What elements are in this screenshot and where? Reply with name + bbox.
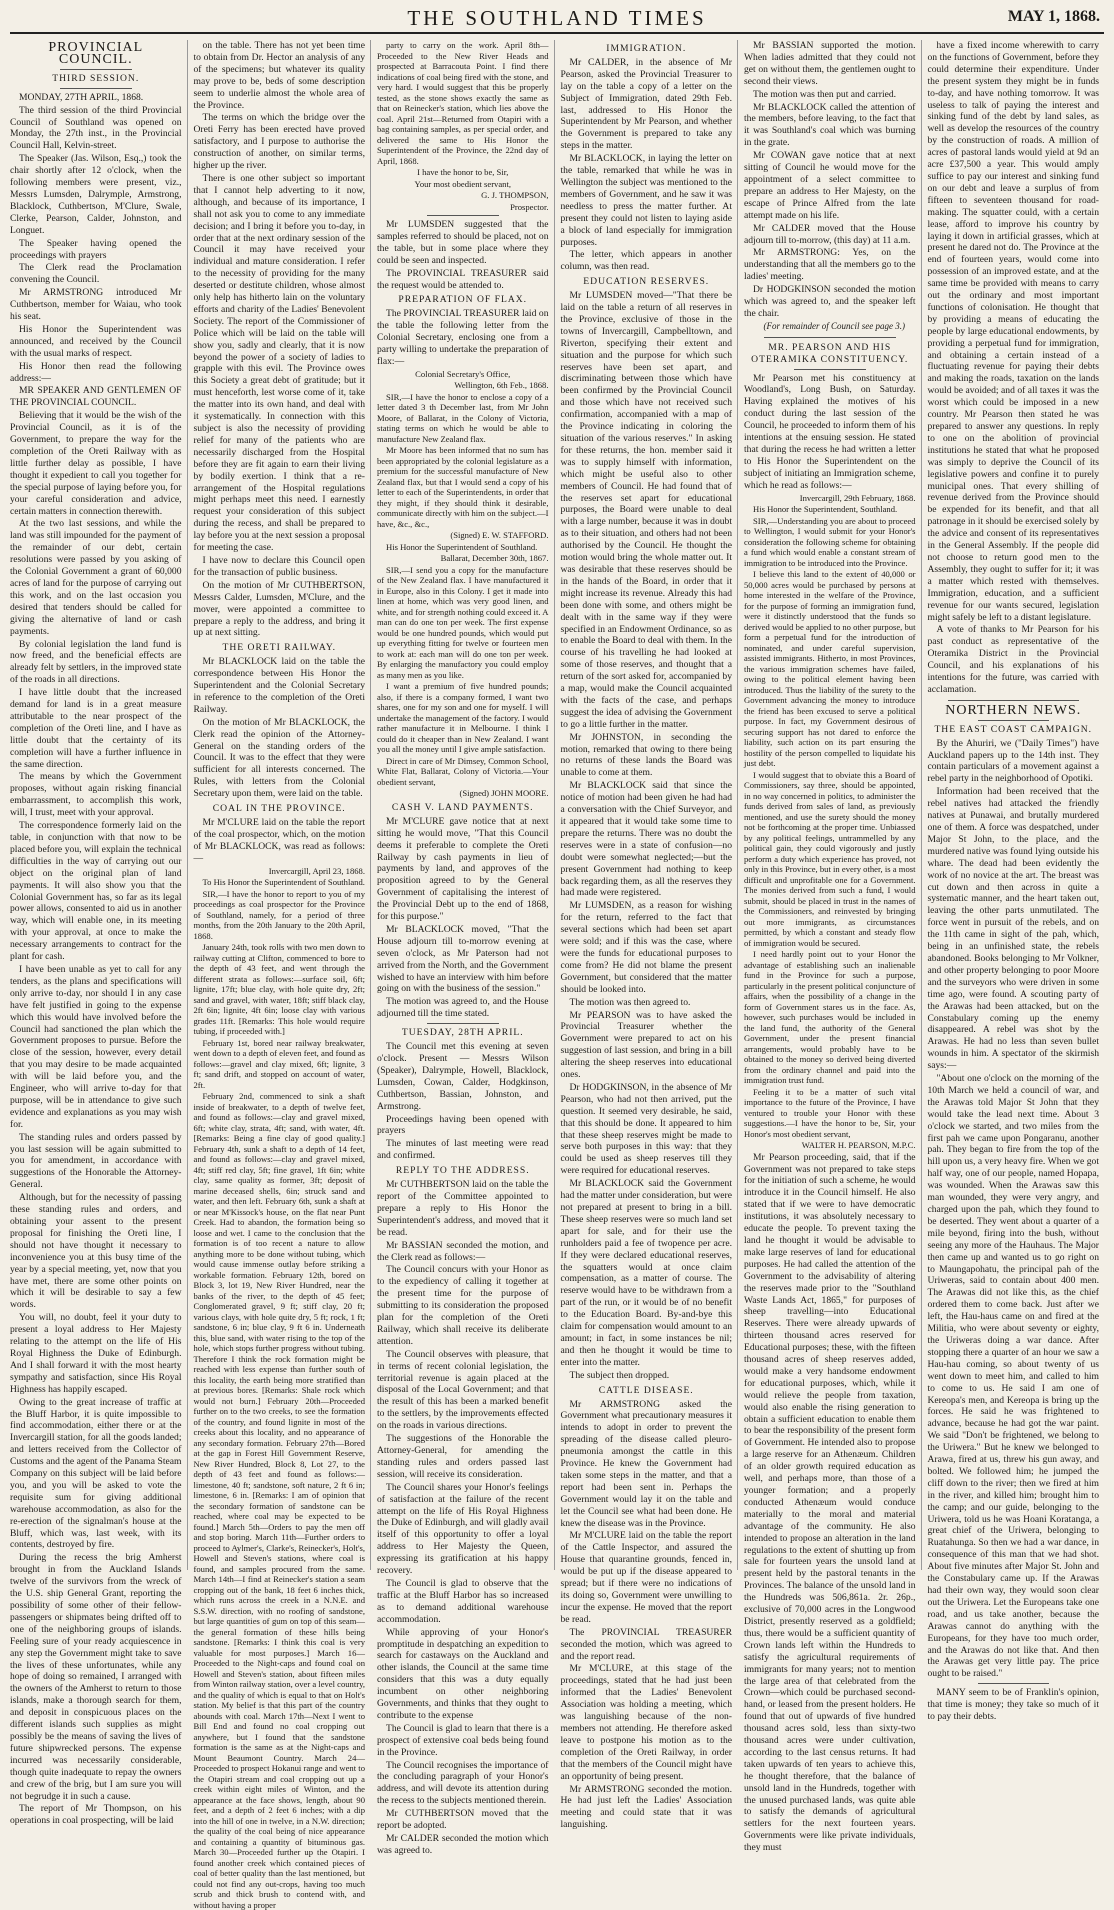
paragraph: Mr CUTHBERTSON moved that the report be adopted. <box>377 1808 549 1832</box>
paragraph: You will, no doubt, feel it your duty to present a loyal address to Her Majesty relating to the attempt on the life of His Royal Highness the Duke of Edinburgh. And I shall forward it with the most hearty sympathy and satisfaction, since His Royal Highness has happily escaped. <box>10 1312 182 1395</box>
paragraph: The motion was then put and carried. <box>753 88 897 100</box>
letter-signature: (Signed) JOHN MOORE. <box>459 788 549 799</box>
letter-closing: Your most obedient servant, <box>414 178 511 189</box>
divider <box>60 88 132 89</box>
divider <box>948 700 1080 701</box>
section-subheading: CATTLE DISEASE. <box>598 1384 694 1396</box>
paragraph: Mr BLACKLOCK laid on the table the correspondence between His Honor the Superintendent and the Colonial Secretary in reference to the completion of the Oreti Railway. <box>193 656 365 715</box>
letter-signature: WALTER H. PEARSON, M.P.C. <box>801 1140 916 1151</box>
paragraph: MANY seem to be of Franklin's opinion, that time is money; they take so much of it to pay their debts. <box>927 1687 1099 1723</box>
paragraph: Proceedings having been opened with prayers <box>377 1113 549 1137</box>
paragraph: At the two last sessions, and while the land was still impounded for the payment of the remainder of our debt, certain resolutions were passed by you asking of the Colonial Government a grant of 60,000 acres of land for the purpose of carrying out this work, and on the last occasion you desired that tenders should be called for giving the alternative of land or cash payments. <box>10 518 182 637</box>
paragraph: The correspondence formerly laid on the table, in conjunction with that now to be placed before you, will explain the technical difficulties in the way of carrying out our object on the original plan of land payments. It will also show you that the Colonial Government has, so far as its legal power allows, consented to aid us in another way, which will enable one, in its meeting with your approval, at once to make the necessary arrangements to contract for the plant for cash. <box>10 820 182 963</box>
column-4 <box>560 40 739 1831</box>
paragraph: MONDAY, 27TH APRIL, 1868. <box>19 91 144 103</box>
paragraph: Mr COWAN gave notice that at next sitting of Council he would move for the appointment of a select committee to prepare an address to Her Majesty, on the escape of Prince Alfred from the late attempt made on his life. <box>744 150 916 221</box>
column-2 <box>193 40 372 1910</box>
letter-closing: I have the honor to be, Sir, <box>417 167 509 177</box>
paragraph: Mr M'CLURE, at this stage of the proceedings, stated that he had just been informed that the Ladies' Benevolent Association was holding a meeting, which was languishing because of the non-members not attending. He therefore asked leave to postpone his motion as to the completion of the Oreti Railway, in order that the members of the Council might have an opportunity of being present. <box>560 1663 732 1782</box>
column-3 <box>377 40 555 1856</box>
paragraph: The Speaker having opened the proceedings with prayers <box>10 237 182 261</box>
letter-paragraph: February 2nd, commenced to sink a shaft inside of breakwater, to a depth of twelve feet, and found as follows:—clay and gravel mixed, 6ft; white clay, strata, 4ft; sand, with water, 4ft. [Remarks: Being a fine clay of good quality.] February 4th, sunk a shaft to a depth of 14 feet, and found as follows:—clay and gravel mixed, 4ft; stiff red clay, 5ft; fine gravel, 1ft 6in; white clay, same quality as former, 3ft; deposit of marine deceased shells, 6in; struck sand and water, and then left. February 6th, sunk a shaft at or near M'Kissock's house, on the flat near Punt Creek. Had to abandon, the formation being so loose and wet. I came to the conclusion that the formation is of too recent a nature to allow anything more to be done without tubing, which would cause immense outlay before striking a workable formation. February 12th, bored on Block 3, lot 19, New River Hundred, near the banks of the river, to the depth of 45 feet; Conglomerated gravel, 9 ft; stiff clay, 20 ft; various clays, with hole quite dry, 5 ft; rock, 1 ft; sandstone, 6 in; blue clay, 9 ft 6 in. Underneath this, blue sand, with water rising to the top of the hole, which stops further progress without tubing. Therefore I think the rock formation might be reached with less expense than further south of this locality, the earth being more stratified than at previous bores. [Remarks: Shale rock which would not burn.] February 20th—Proceeded further on to the two creeks, to see the formation of the country, and found lignite in most of the creeks about this locality, and no appearance of any secondary formation. February 27th—Bored at the gap in Forest Hill Government Reserve, New River Hundred, Block 8, Lot 27, to the depth of 43 feet and found as follows:—limestone, 40 ft; sandstone, soft nature, 2 ft 6 in; limestone, 6 in. [Remarks: I am of opinion that the secondary formation of sandstone can be reached, where coal may be expected to be found.] March 5th—Orders to pay the men off and stop boring. March 11th—Further orders to proceed to Aylmer's, Clarke's, Reinecker's, Holt's, Howell and Steven's stations, where coal is found, and samples procured from the same. March 14th—I find at Reinecker's station a seam cropping out of the bank, 18 feet 6 inches thick, which runs across the creek in a N.N.E. and S.S.W. direction, with no roofing of sandstone, but large quantities of gum on top of this seam—the general formation of these hills being sandstone. [Remarks: I think this coal is very valuable for most purposes.] March 16—Proceeded to the Night-caps and found coal on Howell and Steven's station, about fifteen miles from Winton railway station, over a level country, and the quality of which is equal to that on Holt's station. My belief is that this part of the country abounds with coal. March 17th—Next I went to Bill End and found no coal cropping out anywhere, but I found that the sandstone formation is the same as at the Night-caps and Mount Beaumont Country. March 24—Proceeded to prospect Hokanui range and went to the Otapiri stream and coal cropping out up a creek within eight miles of Winton, and the appearance at the face shows, length, about 90 feet, and a depth of 2 feet 6 inches; with a dip into the hill of one in twelve, in a N.W. direction; the quality of the coal being of nice appearance and containing a quantity of bituminous gas. March 30—Proceeded further up the Otapiri. I found another creek which contained pieces of coal of better quality than the last mentioned, but could not find any out-crops, having too much scrub and thick brush to contend with, and without having a proper <box>193 1091 365 1910</box>
section-subheading: THE ORETI RAILWAY. <box>222 642 336 654</box>
letter-paragraph: February 1st, bored near railway breakwater, went down to a depth of eleven feet, and found as follows:—gravel and clay mixed, 6ft; lignite, 3 ft; sand drift, and stopped on account of water, 2ft. <box>193 1037 365 1090</box>
paragraph: "About one o'clock on the morning of the 10th March we held a council of war, and the Arawas told Major St John that they would take the lead next time. About 3 o'clock we started, and two miles from the first pah we came upon Pongaranu, another pah. They began to fire from the top of the hill upon us, a very heavy fire. When we got half way, one of our people, named Hopapa, was wounded. When the Arawas saw this man wounded, they were very angry, and charged upon the pah, which they found to be deserted. They went about a quarter of a mile beyond, firing into the bush, without seeing any more of the Hauhaus. The Major then came up and wanted us to go right on to Maungapohatu, the principal pah of the Uriweras, said to contain about 400 men. The Arawas did not like this, as the chief ordered them to come back. Just after we left, the Hau-haus came on and fired at the Militia, who were about seventy or eighty, the Uriweras doing a war dance. After stopping there a quarter of an hour we saw a Hau-hau coming, so about twenty of us went down to meet him, and called to him to come to us. He said I am one of Kereopa's men, and Kereopa is bring up the forces. He said he was frightened to advance, because he had got the war paint. We said "Don't be frightened, we belong to the Uriwera." But he knew we belonged to Arawa, fired at us, threw his gun away, and bolted. We followed him; he jumped the cliff down to the river; then we fired at him in the river, and killed him; brought him to the camp; and our guide, belonging to the Uriwera, told us he was Hoani Koratanga, a great chief of the Uriwera, belonging to Ruatahunga. So then we had a war dance, in consequence of this man that we had shot. About five minutes after Major St. John and the Constabulary came up. If the Arawas had their own way, they would soon clear out the Uriwera. Let the Europeans take one road, and us take another, because the Arawas cannot do anything with the Europeans, for they have too much order, and the Arawas do not like that. And then the Arawas get very little pay. The price ought to be raised." <box>927 1073 1099 1680</box>
letter-paragraph: party to carry on the work. April 8th—Proceeded to the New River Heads and prospected at Barracouta Point. I find there indications of coal being fired with the stone, and very hard. I would suggest that this be properly tested, as the stone shows exactly the same as that on Reinecker's station, which lies above the coal. April 21st—Returned from Otapiri with a bag containing samples, as per special order, and delivered the same to His Honor the Superintendent of the Province, the 22nd day of April, 1868. <box>377 40 549 166</box>
section-subheading: REPLY TO THE ADDRESS. <box>395 1165 530 1177</box>
paragraph: Mr PEARSON was to have asked the Provincial Treasurer whether the Government were prepared to act on his suggestion of last session, and bring in a bill altering the sheep reserves into educational ones. <box>560 1009 732 1081</box>
paragraph: While approving of your Honor's promptitude in despatching an expedition to search for castaways on the Auckland and other islands, the Council at the same time considers that this was a duty equally incumbent on other neighboring Governments, and thinks that they ought to contribute to the expense <box>377 1626 549 1721</box>
paragraph: Information had been received that the rebel natives had attacked the friendly natives at Punawai, and brutally murdered one of them. A force was despatched, under Major St John, to the place, and the murdered native was found lying outside his whare. The dead had been evidently the work of no novice at the art. The breast was cut down and then across in quite a systematic manner, and the heart taken out, leaving the other parts unmutilated. The force went in pursuit of the rebels, and on the 11th came in sight of the pah, which, being in an unfinished state, the rebels abandoned. Books belonging to Mr Volkner, and other property belonging to poor Moore and the surveyors who were driven in some time ago, were found. A scouting party of the Arawas had been attacked, but on the Constabulary coming up the enemy disappeared. A rebel was shot by the Arawas. He had no less than seven bullet wounds in him. A spectator of the skirmish says:— <box>927 786 1099 1072</box>
paragraph: on the table. There has not yet been time to obtain from Dr. Hector an analysis of any of the specimens; but whatever its quality may prove to be, beds of some description seem to underlie almost the whole area of the Province. <box>193 40 365 111</box>
paragraph: Mr BASSIAN seconded the motion, and the Clerk read as follows:— <box>377 1239 549 1263</box>
section-subheading: THE EAST COAST CAMPAIGN. <box>934 723 1093 735</box>
section-subheading: COAL IN THE PROVINCE. <box>212 803 346 815</box>
newspaper-title: THE SOUTHLAND TIMES <box>407 6 707 30</box>
paragraph: The Speaker (Jas. Wilson, Esq.,) took the chair shortly after 12 o'clock, when the following members were present, viz., Messrs Lumsden, Dalrymple, Armstrong, Blacklock, Cuthbertson, M'Clure, Swale, Clerke, Pearson, Calder, Johnston, and Longuet. <box>10 153 182 236</box>
paragraph: The motion was agreed to, and the House adjourned till the time stated. <box>377 996 549 1020</box>
letter-signature: G. J. THOMPSON, <box>481 190 549 200</box>
paragraph: The minutes of last meeting were read and confirmed. <box>377 1138 549 1162</box>
letter-paragraph: Mr Moore has been informed that no sum has been appropriated by the colonial legislature as a premium for the successful manufacture of New Zealand flax, but that I would send a copy of his letter to each of the Superintendents, in order that they might, if they should think it desirable, communicate directly with him on the subject.—I have, &c., &c., <box>377 445 549 529</box>
paragraph: The Clerk read the Proclamation convening the Council. <box>10 262 182 286</box>
paragraph: Dr HODGKINSON, in the absence of Mr Pearson, who had not then arrived, put the question. It seemed very desirable, he said, that this should be done. It appeared to him that these sheep reserves might be made to serve both purposes in this way: that they could be used as sheep reserves till they were required for educational reserves. <box>560 1081 732 1177</box>
paragraph: Mr BLACKLOCK, in laying the letter on the table, remarked that while he was in Wellington the subject was mentioned to the members of Government, and he saw it was needless to press the matter further. At present they could not listen to laying aside a block of land especially for immigration purposes. <box>560 153 732 248</box>
letter-dateline: Colonial Secretary's Office, <box>415 368 511 379</box>
paragraph: Mr CALDER moved that the House adjourn till to-morrow, (this day) at 11 a.m. <box>744 222 916 246</box>
letter-paragraph: Feeling it to be a matter of such vital importance to the future of the Province, I have ventured to trouble your Honor with these suggestions.—I have the honor to be, Sir, your Honor's most obedient servant, <box>744 1086 916 1139</box>
column-5 <box>744 40 922 1854</box>
paragraph: Mr CUTHBERTSON laid on the table the report of the Committee appointed to prepare a reply to His Honor the Superintendent's address, and moved that it be read. <box>377 1179 549 1238</box>
paragraph: Mr CALDER seconded the motion which was agreed to. <box>377 1833 549 1856</box>
section-heading: PROVINCIAL COUNCIL. <box>48 40 144 67</box>
paragraph: The Council is glad to learn that there is a prospect of extensive coal beds being found in the Province. <box>377 1722 549 1758</box>
paragraph: Mr LUMSDEN suggested that the samples referred to should be placed, not on the table, but in some place where they could be seen and inspected. <box>377 219 549 266</box>
paragraph: Mr CALDER, in the absence of Mr Pearson, asked the Provincial Treasurer to lay on the table a copy of a letter on the Subject of Immigration, dated 29th Feb. last, addressed to His Honor the Superintendent by Mr Pearson, and whether the Government is prepared to take any steps in the matter. <box>560 56 732 152</box>
paragraph: Mr M'CLURE laid on the table the report of the Cattle Inspector, and assured the House that quarantine grounds, fenced in, would be put up if the disease appeared to spread; but if there were no indications of its doing so, Government were unwilling to incur the expense. He moved that the report be read. <box>560 1530 732 1625</box>
section-heading: NORTHERN NEWS. <box>945 702 1082 718</box>
paragraph: The Council shares your Honor's feelings of satisfaction at the failure of the recent attempt on the life of His Royal Highness the Duke of Edinburgh, and will gladly avail itself of this opportunity to offer a loyal address to Her Majesty the Queen, expressing its gratification at his happy recovery. <box>377 1481 549 1577</box>
paragraph: The Council observes with pleasure, that in terms of recent colonial legislation, the territorial revenue is again placed at the disposal of the Local Government; and that the result of this has been a marked benefit to the settlers, by the improvements effected on the roads in various directions. <box>377 1348 549 1432</box>
paragraph: Mr BLACKLOCK said the Government had the matter under consideration, but were not prepared at present to bring in a bill. These sheep reserves were so much land set apart for sale, and for their use the runholders paid a fee of twopence per acre. If they were declared educational reserves, the squatters would at once claim compensation, as a matter of course. The reserve would have to be withdrawn from a part of the run, or it would be of no benefit to the Education Board. By-and-bye this claim for compensation would amount to an amount; in fact, in some instances be nil; and then he thought it would be time to enter into the matter. <box>560 1178 732 1368</box>
letter-paragraph: I would suggest that to obviate this a Board of Commissioners, say three, should be appointed, in no way concerned in politics, to administer the funds derived from sales of land, as previously mentioned, and use the surety should the money not be forthcoming at the proper time. Unbiassed by any political feelings, untrammelled by any political gain, they could vigorously and justly perform a duty which experience has proved, not only in this Province, but in every other, is a most difficult and unprofitable one for a Government. The monies derived from such a fund, I would submit, should be placed in trust in the names of the Commissioners, and reinvested by bringing out more immigrants, as circumstances permitted, by which a constant and steady flow of immigration would be secured. <box>744 769 916 948</box>
paragraph: I have little doubt that the increased demand for land is in a great measure attributable to the near prospect of the completion of the Oreti line, and I have as little doubt that the certainty of its completion will have a further influence in the same direction. <box>10 687 182 770</box>
paragraph: I have been unable as yet to call for any tenders, as the plans and specifications will only arrive to-day, nor should I in any case have felt justified in going to the expense which this would have involved before the Council had sanctioned the plan which the Government proposes to pursue. Before the close of the session, however, every detail that you may desire to be made acquainted with will be laid before you, and the Engineer, who will arrive to-day for that purpose, will be in attendance to give such evidence and explanations as you may wish for. <box>10 963 182 1130</box>
letter-dateline: Invercargill, April 23, 1868. <box>268 865 365 876</box>
paragraph: The suggestions of the Honorable the Attorney-General, for amending the standing rules and orders passed last session, will receive its consideration. <box>377 1433 549 1480</box>
paragraph: Mr ARMSTRONG asked the Government what precautionary measures it intends to adopt in order to prevent the spreading of the disease called pleuro-pneumonia amongst the cattle in this Province. He knew the Government had taken some steps in the matter, and that a report had been sent in. Perhaps the Government would lay it on the table and let the Council see what had been done. He knew the disease was in the Province. <box>560 1398 732 1529</box>
letter-paragraph: I need hardly point out to your Honor the advantage of establishing such an inalienable fund in the Province for such a purpose, particularly in the present political conjuncture of affairs, when the possibility of a change in the form of Government stares us in the face. As, however, such purchases would be included in the land fund, the authority of the General Government, under the present financial arrangements, would probably have to be obtained to the money so derived being diverted from the ordinary channel and paid into the immigration trust fund. <box>744 949 916 1086</box>
section-subheading: IMMIGRATION. <box>606 43 687 54</box>
paragraph: have a fixed income wherewith to carry on the functions of Government, before they could determine their expenditure. Under the present system they might be in funds to-day, and have nothing tomorrow. It was useless to talk of paying the interest and sinking fund of the debt by land sales, as well as develop the resources of the country by the construction of roads. A million of acres of pastoral lands would yield at 9d an acre £37,500 a year. This would amply suffice to pay our interest and sinking fund on our debt and leave a surplus of from fifteen to seventeen thousand for road-making. The squatter could, with a certain lease, afford to improve his country by laying it down in artificial grasses, which at present he dared not do. The Province at the end of fourteen years, would come into possession of an improved estate, and at the same time be provided with means to carry out the ordinary and most important functions of colonisation. He thought that by providing a means of educating the people by large educational endowments, by providing a perpetual fund for immigration, and obtaining a certain instead of a fluctuating revenue for paying their debts and making the roads, taxation on the lands would be avoided; and of all taxes it was the worst which could be imposed in a new country. Mr Pearson then stated he was prepared to answer any questions. In reply to one on the abolition of provincial institutions he stated that what he proposed was simply to deprive the Council of its legislative powers and confine it to purely municipal ones. That every shilling of revenue derived from the Province should be expended for its benefit, and that all patronage in it should be exercised solely by the advice and consent of its representatives in the General Assembly. If the people did not choose to return good men to the Assembly, they ought to suffer for it; it was a matter which rested with themselves. Immigration, education, and a sufficient revenue for our wants secured, legislation might safely be left to a distant legislature. <box>927 40 1099 623</box>
letter-paragraph: Direct in care of Mr Dimsey, Common School, White Flat, Ballarat, Colony of Victoria.—Your obedient servant, <box>377 755 549 787</box>
columns <box>10 40 1104 1910</box>
section-subheading: THIRD SESSION. <box>52 72 140 84</box>
paragraph: The Council met this evening at seven o'clock. Present — Messrs Wilson (Speaker), Dalrymple, Howell, Blacklock, Lumsden, Cowan, Calder, Hodgkinson, Cuthbertson, Bassian, Johnston, and Armstrong. <box>377 1041 549 1112</box>
section-subheading: TUESDAY, 28TH APRIL. <box>401 1027 524 1039</box>
paragraph: His Honor the Superintendent was announced, and received by the Council with the usual marks of respect. <box>10 323 182 359</box>
letter-dateline: Invercargill, 29th February, 1868. <box>799 492 916 503</box>
issue-date: MAY 1, 1868. <box>1007 8 1100 25</box>
paragraph: I have now to declare this Council open for the transaction of public business. <box>193 554 365 578</box>
letter-dateline: Wellington, 6th Feb., 1868. <box>454 380 549 391</box>
paragraph: Owing to the great increase of traffic at the Bluff Harbor, it is quite impossible to find accommodation, either there or at the Invercargill station, for all the goods landed; and letters received from the Collector of Customs and the agent of the Panama Steam Company on this subject will be laid before you, and you will be asked to vote the requisite sum for giving additional warehouse accommodation, as also for the re-erection of the signalman's house at the Bluff, which was, last week, with its contents, destroyed by fire. <box>10 1396 182 1551</box>
letter-addressee: His Honor the Superintendent, Southland. <box>753 504 898 515</box>
divider <box>978 720 1050 721</box>
paragraph: Mr BLACKLOCK moved, "That the House adjourn till to-morrow evening at seven o'clock, as Mr Paterson had not arrived from the North, and the Government wished to have an interview with him before going on with the business of the session." <box>377 923 549 995</box>
paragraph: By colonial legislation the land fund is now freed, and the beneficial effects are already felt by settlers, in the improved state of the roads in all directions. <box>10 638 182 686</box>
paragraph: The PROVINCIAL TREASURER laid on the table the following letter from the Colonial Secretary, enclosing one from a party willing to undertake the preparation of flax:— <box>377 308 549 367</box>
paragraph: Dr HODGKINSON seconded the motion which was agreed to, and the speaker left the chair. <box>744 284 916 319</box>
paragraph: The report of Mr Thompson, on his operations in coal prospecting, will be laid <box>10 1803 182 1827</box>
section-subheading: EDUCATION RESERVES. <box>583 276 710 288</box>
section-subheading: MR. PEARSON AND HIS OTERAMIKA CONSTITUENCY. <box>751 341 909 365</box>
letter-paragraph: I want a premium of five hundred pounds; also, if there is a company formed, I want two shares, one for my son and one for myself. I will undertake the management of the factory. I would rather manufacture it in Melbourne. I think I could do it cheaper than in New Zealand. I want you all the money until I give ample satisfaction. <box>377 681 549 755</box>
letter-paragraph: I believe this land to the extent of 40,000 or 50,000 acres would be purchased by persons at home interested in the welfare of the Province, for the purpose of forming an immigration fund, were it distinctly understood that the funds so derived would be applied to no other purpose, but form a perpetual fund for the introduction of nominated, and under careful supervision, assisted immigrants. Hitherto, in most Provinces, the various immigration schemes have failed, owing to the political element having been introduced. Thus the liability of the surety to the Government advancing the money to introduce the friend has been excused to serve a political purpose. In fact, my Government desirous of securing support has not dared to enforce the liability, such action on its part ensuring the hostility of the person compelled to liquidate his just debt. <box>744 569 916 769</box>
paragraph: The letter, which appears in another column, was then read. <box>560 249 732 273</box>
paragraph: Mr LUMSDEN moved—"That there be laid on the table a return of all reserves in the Province, exclusive of those in the towns of Invercargill, Campbelltown, and Riverton, specifying their extent and situation and the purpose for which such reserves have been set apart, and discriminating between those which have been confirmed by the Provincial Council and those which have not received such confirmation, accompanied with a map of the Province indicating in coloring the situation of the various reserves." In asking for these returns, the hon. member said it was to supply himself with information, which might be useful also to other members of Council. He had found that of the reserves set apart for educational purposes, the Board were unable to deal with a large number, because it was in doubt as to their situation, and others had not been authorised by the Council. He thought the motion would bring the whole matter out. It was desirable that these reserves should be in the hands of the Board, in order that it might increase its revenue. Already this had been done with some, and others might be dealt with in the same way if they were specified in an Endowment Ordinance, so as to enable the Board to deal with them. In the course of his travelling he had looked at some of those reserves, and thought that a return of the sort asked for, accompanied by a map, would make the Council acquainted with the facts of the case, and perhaps suggest the idea of advising the Government to go a little further in the matter. <box>560 290 732 730</box>
paragraph: Mr Pearson met his constituency at Woodland's, Long Bush, on Saturday. Having explained the motives of his conduct during the last session of the Council, he proceeded to inform them of his intentions at the ensuing session. He stated that during the recess he had written a letter to His Honor the Superintendent on the subject of initiating an Immigration scheme, which he read as follows:— <box>744 372 916 491</box>
letter-paragraph: SIR,—Understanding you are about to proceed to Wellington, I would submit for your Honor's consideration the following scheme for obtaining a fund which would enable a constant stream of immigration to be introduced into the Province. <box>744 515 916 568</box>
letter-addressee: To His Honor the Superintendent of Southland. <box>202 877 365 888</box>
paragraph: The PROVINCIAL TREASURER seconded the motion, which was agreed to and the report read. <box>560 1626 732 1662</box>
paragraph: There is one other subject so important that I cannot help adverting to it now, although, and because of its importance, I shall not ask you to come to any immediate decision; and I bring it before you to-day, in order that at the next ordinary session of the Council it may have received your individual and mature consideration. I refer to the necessity of providing for the many deserted or destitute children, whose almost only help has hitherto lain on the voluntary efforts and charity of the Ladies' Benevolent Society. The report of the Commissioner of Police which will be laid on the table will show you, sadly and clearly, that it is now beyond the power of a society of ladies to grapple with this evil. The Province owes this Society a great debt of gratitude; but it must henceforth, lest worse come of it, take the matter into its own hand, and deal with it systematically. In connection with this subject is also the necessity of providing relief for many of the patients who are necessarily discharged from the Hospital before they are fit again to earn their living by bodily exertion. I think that a re-arrangement of the Hospital regulations might perhaps meet this need. I earnestly request your consideration of this subject during the recess, and shall be prepared to lay before you at the next session a proposal for meeting the case. <box>193 172 365 554</box>
paragraph: On the motion of Mr BLACKLOCK, the Clerk read the opinion of the Attorney-General on the standing orders of the Council. It was to the effect that they were sufficient for all interests concerned. The Rules, with letters from the Colonial Secretary upon them, were laid on the table. <box>193 716 365 800</box>
letter-paragraph: January 24th, took rolls with two men down to railway cutting at Clifton, commenced to bore to the depth of 43 feet, and went through the different strata as follows:—surface soil, 6ft; lignite, 17ft; blue clay, with hole quite dry, 2ft; sand and gravel, with water, 18ft; stiff black clay, 2ft 6in; lignite, 4ft 6in; loose clay with various grades 11ft. [Remarks: This hole would require tubing, if proceeded with.] <box>193 942 365 1037</box>
letter-paragraph: SIR,—I have the honor to enclose a copy of a letter dated 3 th December last, from Mr John Moore, of Ballarat, in the Colony of Victoria, stating terms on which he would be able to manufacture New Zealand flax. <box>377 391 549 444</box>
column-1 <box>10 40 188 1827</box>
paragraph: Believing that it would be the wish of the Provincial Council, as it is of the Government, to prepare the way for the completion of the Oreti Railway with as little further delay as possible, I have thought it expedient to call you together for the special purpose of laying before you, for your careful consideration and advice, certain matters in connection therewith. <box>10 410 182 517</box>
divider <box>427 215 499 216</box>
divider <box>60 69 132 70</box>
paragraph: Mr BLACKLOCK said that since the notice of motion had been given he had had a conversation with the Chief Surveyor, and it appeared that it would take some time to prepare the returns. There was no doubt the reserves were in a state of confusion—no doubt were somewhat neglected;—but the present Government had nothing to keep back regarding them, as all the reserves they had made were registered. <box>560 780 732 899</box>
paragraph: Mr BLACKLOCK called the attention of the members, before leaving, to the fact that it was Southland's coal which was burning in the grate. <box>744 101 916 149</box>
paragraph: Mr BASSIAN supported the motion. When ladies admitted that they could not get on without them, the gentlemen ought to second their views. <box>744 40 916 87</box>
paragraph: A vote of thanks to Mr Pearson for his past conduct as representative of the Oteramika District in the Provincial Council, and his explanations of his intentions for the future, was carried with acclamation. <box>927 624 1099 695</box>
paragraph: The Council recognises the importance of the concluding paragraph of your Honor's address, and will devote its attention during the recess to the subjects mentioned therein. <box>377 1759 549 1807</box>
divider <box>794 369 866 370</box>
paragraph: The subject then dropped. <box>569 1369 670 1381</box>
divider <box>978 1683 1050 1684</box>
paragraph: His Honor then read the following address:— <box>10 360 182 384</box>
letter-signature: Prospector. <box>510 201 549 212</box>
paragraph: Mr M'CLURE laid on the table the report of the coal prospector, which, on the motion of Mr BLACKLOCK, was read as follows:— <box>193 817 365 864</box>
letter-addressee: His Honor the Superintendent of Southland. <box>386 541 538 552</box>
paragraph: By the Ahuriri, we ("Daily Times") have Auckland papers up to the 14th inst. They contain particulars of a movement against a rebel party in the neighborhood of Opotiki. <box>927 737 1099 785</box>
paragraph: The PROVINCIAL TREASURER said the request would be attended to. <box>377 267 549 291</box>
divider <box>764 337 896 338</box>
continuation-note: (For remainder of Council see page 3.) <box>763 320 905 331</box>
letter-paragraph: SIR,—I send you a copy for the manufacture of the New Zealand flax. I have manufactured it in Europe, also in this Colony. I get it made into linen at home, which was very good linen, and white, and for strength nothing could exceed it. A man can do one ton per week. The first expense would be one hundred pounds, which would put up everything fitting for twelve or fourteen men to work at: each man will do one ton per week. By enlarging the manufactory you could employ as many men as you like. <box>377 564 549 680</box>
paragraph: Although, but for the necessity of passing these standing rules and orders, and obtaining your assent to the present proposal for finishing the Oreti line, I should not have thought it necessary to inconvenience you at this busy time of the year by a special meeting, yet, now that you have met, there are some other points on which it will be desirable to say a few words. <box>10 1192 182 1311</box>
paragraph: Mr JOHNSTON, in seconding the motion, remarked that owing to there being no returns of these lands the Board was unable to come at them. <box>560 731 732 779</box>
paragraph: Mr ARMSTRONG: Yes, on the understanding that all the members go to the ladies' meeting. <box>744 247 916 283</box>
paragraph: The Council is glad to observe that the traffic at the Bluff Harbor has so increased as to demand additional warehouse accommodation. <box>377 1577 549 1625</box>
paragraph: The third session of the third Provincial Council of Southland was opened on Monday, the 27th inst., in the Provincial Council Hall, Kelvin-street. <box>10 104 182 152</box>
masthead <box>10 6 1104 34</box>
divider <box>427 1023 499 1024</box>
paragraph: The Council concurs with your Honor as to the expediency of calling it together at the present time for the purpose of submitting to its consideration the proposed plan for the completion of the Oreti Railway, which shall receive its deliberate attention. <box>377 1264 549 1347</box>
paragraph: The motion was then agreed to. <box>569 996 691 1008</box>
paragraph: Mr M'CLURE gave notice that at next sitting he would move, "That this Council deems it preferable to complete the Oreti Railway by cash payments in lieu of payments by land, and approves of the proposition agreed to by the General Government of capitalising the interest of the Provincial Debt up to the end of 1868, for this purpose." <box>377 815 549 923</box>
section-subheading: PREPARATION OF FLAX. <box>398 294 528 306</box>
paragraph: The means by which the Government proposes, without again risking financial embarrassment, to accomplish this work, will, I trust, meet with your approval. <box>10 771 182 819</box>
paragraph: On the motion of Mr CUTHBERTSON, Messrs Calder, Lumsden, M'Clure, and the mover, were appointed a committee to prepare a reply to the address, and bring it up at next sitting. <box>193 579 365 639</box>
paragraph: MR SPEAKER AND GENTLEMEN OF THE PROVINCIAL COUNCIL. <box>10 385 182 409</box>
paragraph: The standing rules and orders passed by you last session will be again submitted to you for amendment, in accordance with suggestions of the Honorable the Attorney-General. <box>10 1131 182 1191</box>
paragraph: Mr ARMSTRONG seconded the motion. He had just left the Ladies' Association meeting and could state that it was languishing. <box>560 1783 732 1831</box>
column-6 <box>927 40 1105 1723</box>
paragraph: During the recess the brig Amherst brought in from the Auckland Islands twelve of the survivors from the wreck of the U.S. ship General Grant, reporting the possibility of some other of their fellow-passengers or shipmates being drifted off to one of the neighboring groups of islands. Feeling sure of your ready acquiescence in any step the Government might take to save the lives of these unfortunates, while any hope of doing so remained, I arranged with the owners of the Amherst to return to those islands, make a thorough search for them, and deposit in conspicuous places on the different islands such supplies as might possibly be the means of saving the lives of future shipwrecked persons. The expense incurred was necessarily considerable, though quite inadequate to repay the owners and crew of the brig, but I am sure you will not begrudge it in such a cause. <box>10 1552 182 1802</box>
paragraph: Mr LUMSDEN, as a reason for wishing for the return, referred to the fact that several sections which had been set apart were sold; and if this was the case, where were the funds for educational purposes to come from? He did not blame the present Government, but considered that the matter should be looked into. <box>560 900 732 995</box>
paragraph: Mr Pearson proceeding, said, that if the Government was not prepared to take steps for the initiation of such a scheme, he would introduce it in the Council himself. He also stated that if we were to have democratic institutions, it was absolutely necessary to educate the people. To prevent taxing the land he thought it would be advisable to make large reserves of land for educational purposes. He had called the attention of the Government to the advisability of altering the reserves made prior to the "Southland Waste Lands Act, 1865," for purposes of sheep travelling—into Educational Reserves. There were already upwards of thirteen thousand acres reserved for Educational purposes; these, with the fifteen thousand acres of sheep reserves added, would make a very handsome endowment for educational purposes, which, while it would relieve the people from taxation, would also enable the rising generation to obtain a sufficient education to enable them to bear the responsibility of the present form of Government. He intended also to propose a large reserve for an Athenæum. Children of an older growth required education as well, and perhaps more, than those of a younger formation; and a properly conducted Athenæum would conduce materially to the moral and material advantage of the community. He also intended to propose an alteration in the land regulations to the extent of shutting up from sale for fourteen years the unsold land at present held by the pastoral tenants in the Provinces. The balance of the unsold land in the Hundreds was 506,861a. 2r. 26p., exclusive of 70,000 acres in the Longwood District, presently reserved as a goldfield; thus, there would be a sufficient quantity of Crown lands left within the Hundreds to satisfy the agricultural requirements of immigrants for many years; not to mention the large area of that celebrated from the Crown—which could be purchased second-hand, or leased from the present holders. He found that out of upwards of five hundred thousand acres sold, less than sixty-two thousand acres were under cultivation, according to the last census returns. It had taken upwards of ten years to achieve this, he thought therefore, that the balance of unsold land in the Hundreds, together with the unused purchased lands, was quite able to satisfy the demands of agricultural settlers for the next fourteen years. Governments were like private individuals, they must <box>744 1151 916 1854</box>
letter-signature: (Signed) E. W. STAFFORD. <box>450 530 549 541</box>
section-subheading: CASH V. LAND PAYMENTS. <box>391 801 534 813</box>
letter-dateline: Ballarat, December 30th, 1867. <box>440 553 549 564</box>
letter-paragraph: SIR,—I have the honor to report to you of my proceedings as coal prospector for the Province of Southland, namely, for a period of three months, from the 20th January to the 20th April, 1868. <box>193 888 365 941</box>
paragraph: The terms on which the bridge over the Oreti Ferry has been erected have proved satisfactory, and I purpose to authorise the construction of another, on similar terms, higher up the river. <box>193 112 365 172</box>
paragraph: Mr ARMSTRONG introduced Mr Cuthbertson, member for Waiau, who took his seat. <box>10 287 182 323</box>
